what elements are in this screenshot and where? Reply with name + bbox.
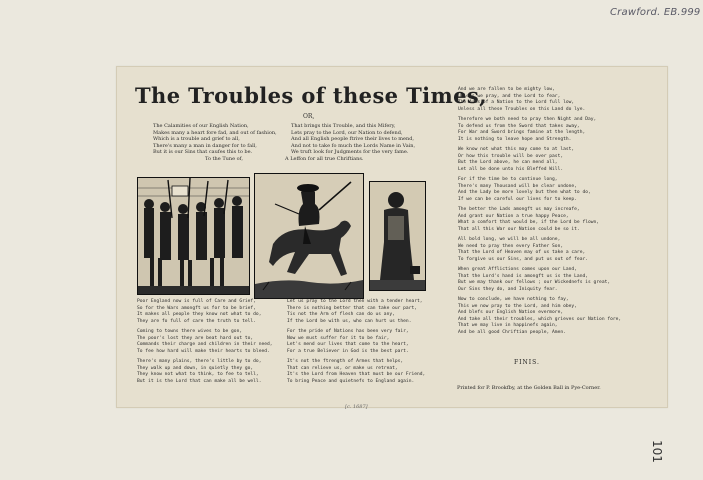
finis: FINIS. <box>514 359 540 366</box>
verse-column-2: Let us pray to the Lord then with a tender heart, There is nothing better that can take our part, Tis not the Arm of flesh can do us any, If the Lord be with us, who can hurt us then. For the pride of Nations has been very fair, Now we must suffer for it to be fair, Let's mend our lives that come to the heart, For a true Believer in God is the best part. It's not the ftrength of Armes that helps, That can relieve us, or make us retreat, It's the Lord from Heaven that must be our Friend, To bring Peace and quietnefs to England again. <box>287 299 426 384</box>
broadside-title: The Troubles of these Times, <box>135 83 487 108</box>
intro-left: The Calamities of our English Nation, Makes many a heart fore fad, and out of fashion, Which is a trouble and grief to all, There's many a man in danger for to fall, But it is our Sins that caufes this to be. <box>153 123 277 155</box>
woodcut-horseman <box>254 173 364 299</box>
title-or: OR, <box>303 113 315 120</box>
verse-column-1: Poor England now is full of Care and Grief, So for the Wars amongft us for to be brief, It makes all people they know not what to do, They are fo full of care the truth to tell. Coming to towns there wives to be gon, The poor's lost they are beat hard out to, Commands their charge and children in their need, To fee how hard will make their hearts to bleed. There's many plains, there's little by to do, They walk up and down, in quietly they go, They know not what to think, to fee to tell, But it is the Lord that can make all be well. <box>137 299 273 384</box>
tune-label: To the Tune of, <box>205 156 243 162</box>
intro-right: That brings this Trouble, and this Mifery, Lets pray to the Lord, our Nation to defend, And all English people ftrive their lives to mend, And not to take fo much the Lords Name in Vain, We truft look for Judgments for the very fame. <box>291 123 416 155</box>
catalog-reference: Crawford. EB.999 <box>610 7 701 18</box>
verse-column-3: And we are fallen to be mighty low, Unless we pray, and the Lord to fear, The Arms of a Nation to the Lord full low, Unless all these Troubles on this Land do lye. Therefore we both need to pray then Night and Day, To defend us from the Sword that takes away, For War and Sword brings famine at the length, It is nothing to leave hope and Strength. We know not what this may come to at last, Or how this trouble will be over past, But the Lord above, he can mend all, Let all be done unto his Bleffed Will. For if the time be to continue long, There's many Thousand will be clear undone, And the Lady be more lovely but then what to do, If we can be careful our lives for to keep. The better the Lads amongft us may increafe, And grant our Nation a true happy Peace, What a comfort that would be, if the Lord be flown, That all this War our Nation could be so it. All bold long, we will be all undone, We need to pray then every Father Son, That the Lord of Heaven may of us take a care, To forgive us our Sins, and put us out of fear. When great Afflictions comes upon our Land, That the Lord's hand is amongft us is the Land, But we may thank our fellows ; our Wickednefs is great, Our Sins they do, and Iniquity fear. Now to conclude, we have nothing to fay, This we now pray to the Lord, and him obey, And blefs our English Nation evermore, And take all their troubles, which grieves our Nation fore, That we may live in happinefs again, And be all good Chriftian people, Amen. <box>458 87 622 335</box>
woodcut-soldiers <box>137 177 250 295</box>
tune-name: A Leffon for all true Chriftians. <box>285 156 364 162</box>
broadside-sheet <box>116 66 668 408</box>
woodcut-standing-figure <box>369 181 426 291</box>
date-note: [c. 1687] <box>345 404 368 410</box>
imprint: Printed for P. Brookfby, at the Golden Ball in Pye-Corner. <box>457 385 601 391</box>
page-number: 101 <box>650 440 664 463</box>
